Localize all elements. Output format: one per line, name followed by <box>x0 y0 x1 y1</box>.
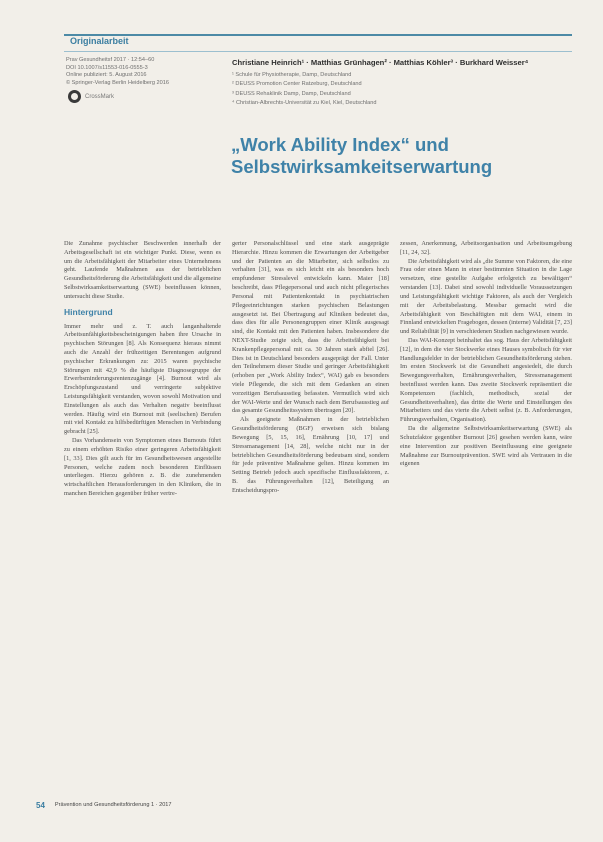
intro-paragraph: Die Zunahme psychischer Beschwerden innerhalb der Arbeitsgesellschaft ist ein wichtiger Punkt. Diese, wenn es um die Arbeitsfähigkeit der Mitarbeiter eines Unternehmens geht. Laufende Maßnahmen aus der betrieblichen Gesundheitsförderung die Arbeitsfähigkeit und die allgemeine Selbstwirksamkeitserwartung (SWE) beeinflussen können, untersucht diese Studie. <box>64 240 221 300</box>
article-meta <box>66 57 226 87</box>
page-footer <box>36 800 576 810</box>
meta-line: Prav Gesundheitsf 2017 · 12:54–60 <box>66 57 155 63</box>
body-paragraph: Als geeignete Maßnahmen in der betrieblichen Gesundheitsförderung (BGF) erweisen sich bislang Bewegung [5, 15, 16], Ernährung [10, 17] und Stressmanagement [14, 28], welche nicht nur in der betrieblichen Gesundheitsförderung bedeutsam sind, sondern für jede präventive Maßnahme gelten. Hinzu kommen im Setting Betrieb jedoch auch spezifische Einflussfaktoren, z. B. das Führungsverhalten [12], Beteiligung an Entscheidungspro- <box>232 416 389 494</box>
crossmark-label: CrossMark <box>85 93 115 100</box>
text-column-2 <box>232 240 389 496</box>
body-paragraph: Immer mehr und z. T. auch langanhaltende Arbeitsunfähigkeitsbescheinigungen haben ihre Ursache in psychischen Störungen [8]. Als Konsequenz hieraus nimmt auch die Anzahl der frühzeitigen Berentungen aufgrund psychischer Erkrankungen zu: 2015 waren psychische Störungen mit 42,9 % die häufigste Diagnosegruppe der Erwerbsminderungsrentenzugänge [4]. Burnout wird als Erschöpfungszustand und verringerte subjektive Leistungsfähigkeit verstanden, wovon sowohl Motivation und Einstellungen als auch das Verhalten negativ beeinflusst werden. Häufig wird ein Burnout mit (seelischen) Berufen mit viel Kontakt zu hilfsbedürftigen Menschen in Verbindung gebracht [25]. <box>64 322 221 436</box>
affiliation: ¹ Schule für Physiotherapie, Damp, Deutschland <box>232 72 352 78</box>
body-paragraph: gerter Personalschlüssel und eine stark ausgeprägte Hierarchie. Hinzu kommen die Erwartungen der Arbeitgeber und der Patienten an die Mitarbeiter, sich selbstlos zu verhalten [31], was es sich leicht ein als besonders hoch empfundener Stresslevel entwickeln kann. Maier [18] beschreibt, dass Pflegepersonal und auch nicht pflegerisches Personal mit Patientenkontakt in psychiatrischen Pflegeeinrichtungen starken psychischen Belastungen ausgesetzt ist. Bei Übertragung auf Kliniken bedeutet das, dass dies für alle Personengruppen einer Klinik ausgesagt sind, die Kontakt mit den Patienten haben. Insbesondere die NEXT-Studie zeigte sich, dass die Arbeitsfähigkeit bei Krankenpflegepersonal mit ca. 30 Jahren stark abfiel [26]. Dies ist in Deutschland besonders ausgeprägt der Fall. Unter den Teilnehmern dieser Studie und geringer Arbeitsfähigkeit (erhoben per „Work Ability Index“, WAI) gab es besonders viele Pflegende, die sich mit dem Gedanken an einen vorzeitigen Berufsausstieg befassten. Vermutlich wird sich der WAI-Werte und der Wunsch nach dem Berufsausstieg auf das gesamte Gesundheitssystem übertragen [20]. <box>232 240 389 415</box>
meta-line: © Springer-Verlag Berlin Heidelberg 2016 <box>66 79 170 86</box>
crossmark-badge[interactable] <box>68 90 114 103</box>
journal-name: Prävention und Gesundheitsförderung 1 · 2017 <box>54 802 172 808</box>
text-column-3 <box>400 240 572 469</box>
body-paragraph: Das Vorhandensein von Symptomen eines Burnouts führt zu einem erhöhten Risiko einer geringeren Arbeitsfähigkeit [1, 33]. Dies gilt auch für im Gesundheitswesen angestellte Personen, welche zudem noch besonderen Einflüssen unterliegen. Hierzu gehören z. B. die zunehmenden wirtschaftlichen Herausforderungen in den Kliniken, die in manchen Bereichen gegenüber früher vertre- <box>64 437 221 497</box>
page-number: 54 <box>36 800 45 810</box>
crossmark-icon <box>68 90 81 103</box>
body-paragraph: Da die allgemeine Selbstwirksamkeitserwartung (SWE) als Schutzfaktor gegenüber Burnout [26] gesehen werden kann, wäre eine Intervention zur positiven Beeinflussung eine geeignete Maßnahme zur Burnoutprävention. SWE wird als Vertrauen in die eigenen <box>400 425 572 468</box>
meta-line: Online publiziert: 5. August 2016 <box>66 72 147 79</box>
affiliation: ³ DEUSS Rehaklinik Damp, Damp, Deutschland <box>232 90 351 97</box>
affiliation: ⁴ Christian-Albrechts-Universität zu Kiel, Kiel, Deutschland <box>232 100 377 107</box>
meta-line: DOI 10.1007/s11553-016-0555-3 <box>66 64 148 71</box>
section-heading: Hintergrund <box>64 306 113 317</box>
body-paragraph: Die Arbeitsfähigkeit wird als „die Summe von Faktoren, die eine Frau oder einen Mann in einer bestimmten Situation in die Lage versetzen, eine gestellte Aufgabe erfolgreich zu bewältigen“ verstanden [13]. Dabei sind sowohl individuelle Voraussetzungen und Leistungsfähigkeit wichtige Faktoren, als auch der Vergleich mit der Arbeitsbelastung. Messbar gemacht wird die Arbeitsfähigkeit von Beschäftigten mit dem WAI, einem in Finnland entwickelten Fragebogen, dessen (interne) Validität [7, 23] und Reliabilität [9] in verschiedenen Studien nachgewiesen wurde. <box>400 257 572 336</box>
article-title: „Work Ability Index“ und Selbstwirksamkeitserwartung <box>231 134 493 177</box>
body-paragraph: zessen, Anerkennung, Arbeitsorganisation und Arbeitsumgebung [11, 24, 32]. <box>400 240 572 256</box>
affiliation-list <box>232 71 572 109</box>
author-list: Christiane Heinrich¹ · Matthias Grünhagen² · Matthias Köhler³ · Burkhard Weisser⁴ <box>232 58 529 67</box>
section-label: Originalarbeit <box>70 36 129 46</box>
section-header-bar <box>64 34 572 52</box>
body-paragraph: Das WAI-Konzept beinhaltet das sog. Haus der Arbeitsfähigkeit [12], in dem die vier Stockwerke eines Hauses symbolisch für vier Handlungsfelder in der betrieblichen Gesundheitsförderung stehen. Im ersten Stockwerk ist die Gesundheit angesiedelt, die durch Bewegungsverhalten, Ernährungsverhalten, Stressmanagement beeinflusst werden kann. Das zweite Stockwerk repräsentiert die Kompetenzen (fachlich, methodisch, sozial der Gesundheitsverhalten), das dritte die Werte und Einstellungen des Mitarbeiters und das vierte die Arbeit selbst (z. B. Anforderungen, Führungsverhalten, Organisation). <box>400 336 572 424</box>
text-column-1 <box>64 240 221 499</box>
affiliation: ² DEUSS Promotion Center Ratzeburg, Deutschland <box>232 81 362 88</box>
